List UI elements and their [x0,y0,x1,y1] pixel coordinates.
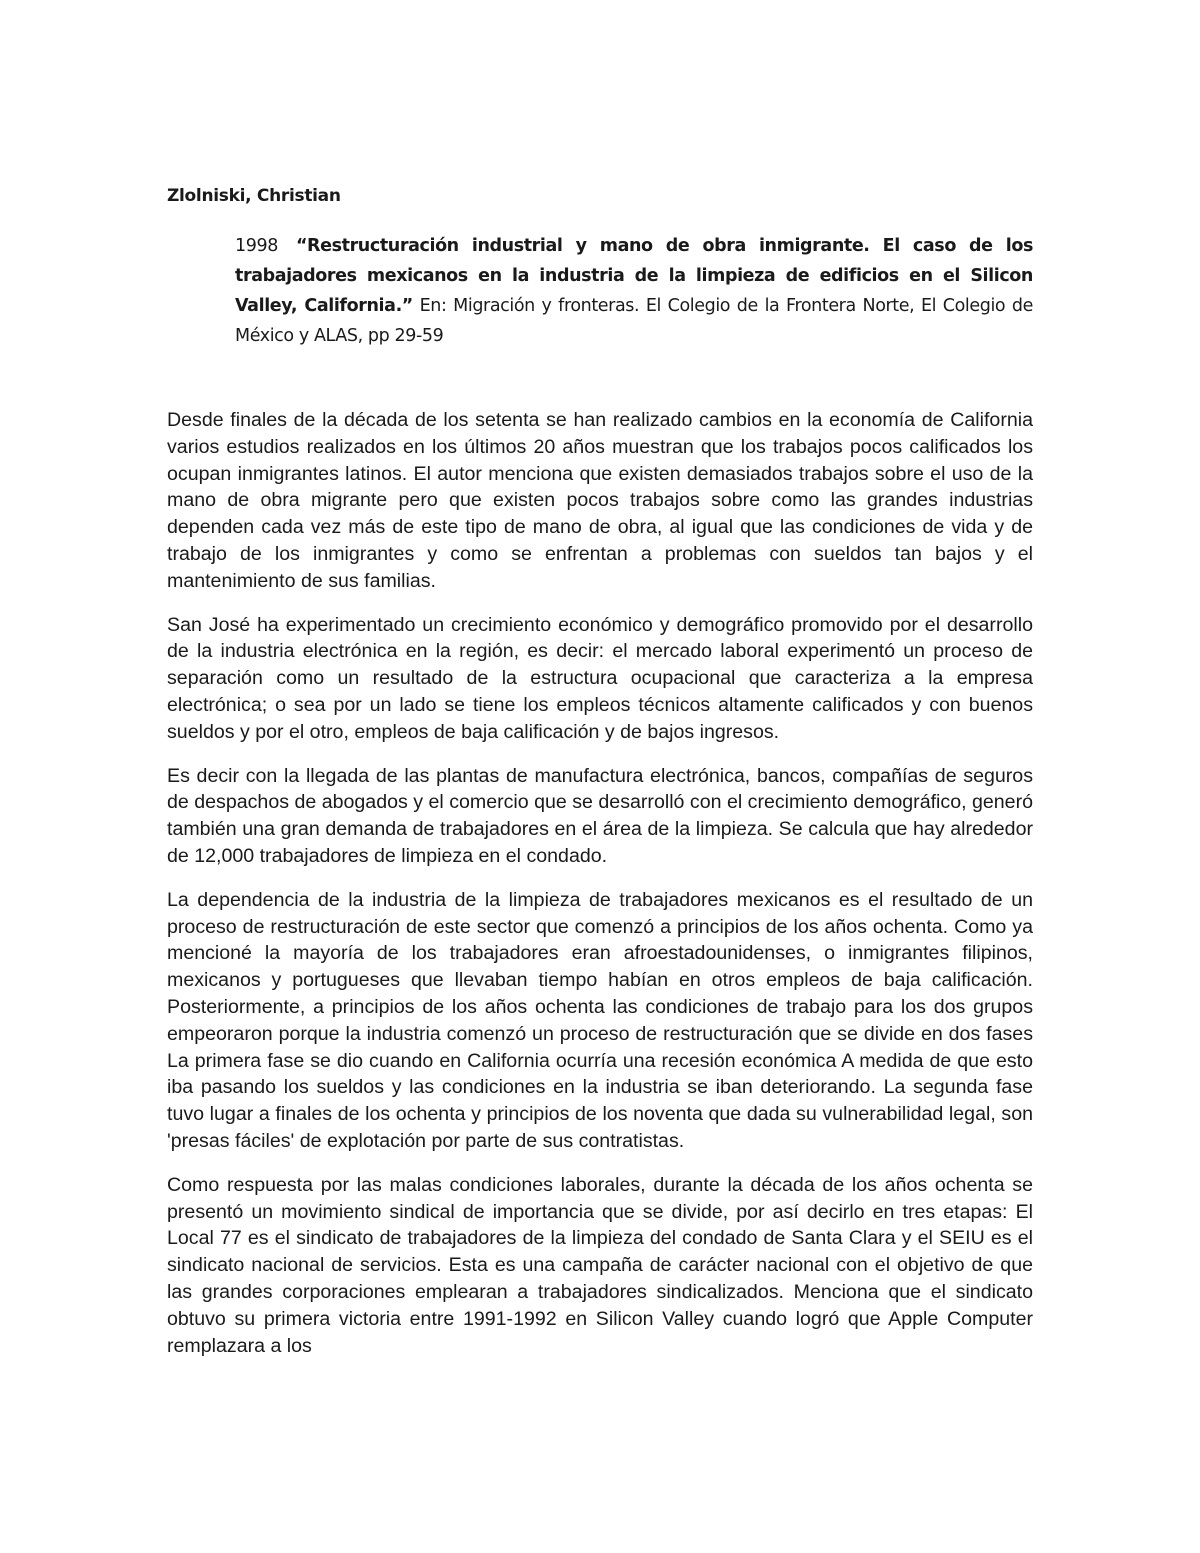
paragraph-4: La dependencia de la industria de la limpieza de trabajadores mexicanos es el resultado de un proceso de restructuración de este sector que comenzó a principios de los años ochenta. Como ya mencioné la mayoría de los trabajadores eran afroestadounidenses, o inmigrantes filipinos, mexicanos y portugueses que llevaban tiempo habían en otros empleos de baja calificación. Posteriormente, a principios de los años ochenta las condiciones de trabajo para los dos grupos empeoraron porque la industria comenzó un proceso de restructuración que se divide en dos fases La primera fase se dio cuando en California ocurría una recesión económica A medida de que esto iba pasando los sueldos y las condiciones en la industria se iban deteriorando. La segunda fase tuvo lugar a finales de los ochenta y principios de los noventa que dada su vulnerabilidad legal, son 'presas fáciles' de explotación por parte de sus contratistas. [167,888,1033,1152]
citation-title: “Restructuración industrial y mano de obra inmigrante. El caso de los trabajadores mexicanos en la industria de la limpieza de edificios en el Silicon Valley, California.” [235,236,1033,316]
paragraph-1: Desde finales de la década de los setenta se han realizado cambios en la economía de California varios estudios realizados en los últimos 20 años muestran que los trabajos pocos calificados los ocupan inmigrantes latinos. El autor menciona que existen demasiados trabajos sobre el uso de la mano de obra migrante pero que existen pocos trabajos sobre como las grandes industrias dependen cada vez más de este tipo de mano de obra, al igual que las condiciones de vida y de trabajo de los inmigrantes y como se enfrentan a problemas con sueldos tan bajos y el mantenimiento de sus familias. [167,409,1033,592]
citation-source: En: Migración y fronteras. El Colegio de la Frontera Norte, El Colegio de México y ALAS, pp 29-59 [235,296,1033,346]
bibliographic-citation [235,231,1033,351]
author-name: Zlolniski, Christian [167,186,341,206]
paragraph-2: San José ha experimentado un crecimiento económico y demográfico promovido por el desarrollo de la industria electrónica en la región, es decir: el mercado laboral experimentó un proceso de separación como un resultado de la estructura ocupacional que caracteriza a la empresa electrónica; o sea por un lado se tiene los empleos técnicos altamente calificados y con buenos sueldos y por el otro, empleos de baja calificación y de bajos ingresos. [167,613,1033,743]
citation-year: 1998 [235,236,278,256]
paragraph-5: Como respuesta por las malas condiciones laborales, durante la década de los años ochenta se presentó un movimiento sindical de importancia que se divide, por así decirlo en tres etapas: El Local 77 es el sindicato de trabajadores de la limpieza del condado de Santa Clara y el SEIU es el sindicato nacional de servicios. Esta es una campaña de carácter nacional con el objetivo de que las grandes corporaciones emplearan a trabajadores sindicalizados. Menciona que el sindicato obtuvo su primera victoria entre 1991-1992 en Silicon Valley cuando logró que Apple Computer remplazara a los [167,1173,1033,1357]
body-text [167,407,1033,1376]
paragraph-3: Es decir con la llegada de las plantas de manufactura electrónica, bancos, compañías de seguros de despachos de abogados y el comercio que se desarrolló con el crecimiento demográfico, generó también una gran demanda de trabajadores en el área de la limpieza. Se calcula que hay alrededor de 12,000 trabajadores de limpieza en el condado. [167,764,1033,867]
